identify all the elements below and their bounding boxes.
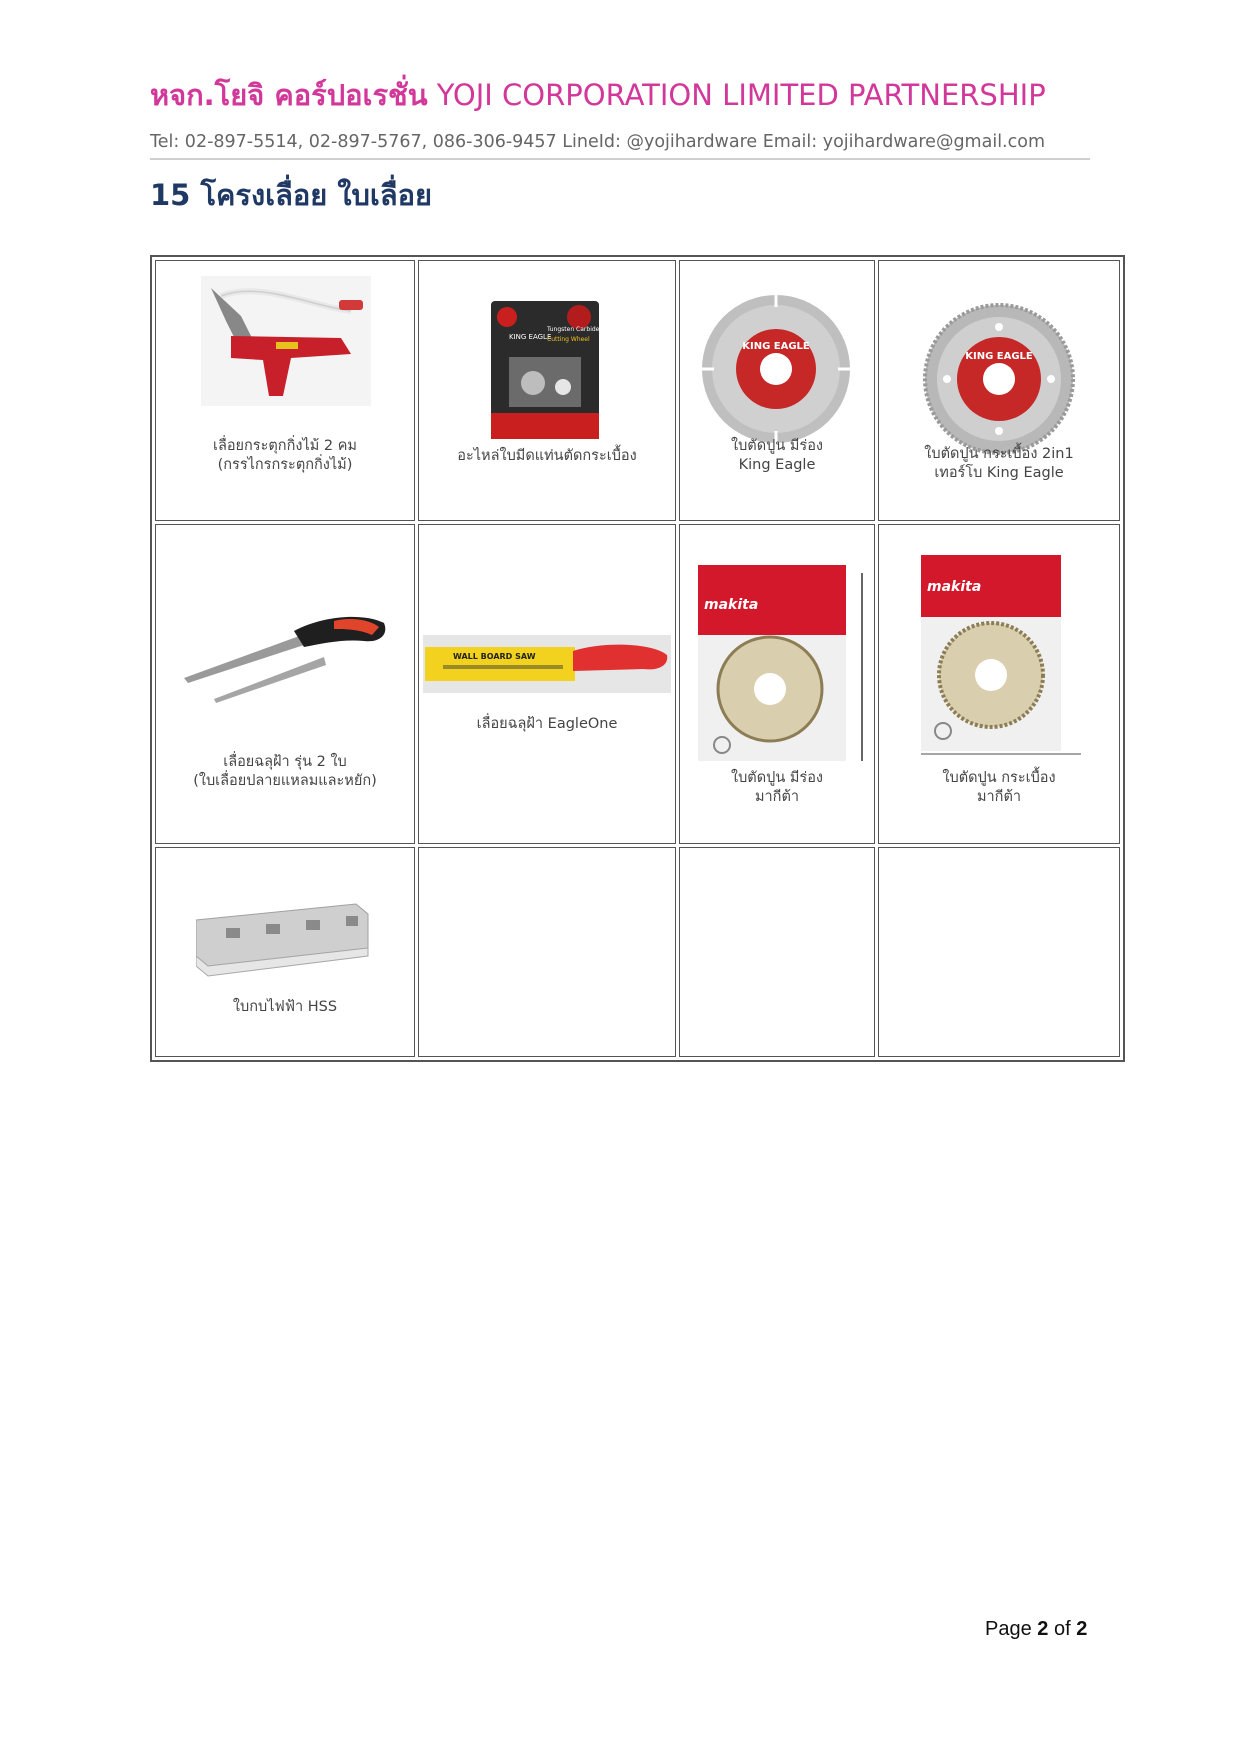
product-name: ใบกบไฟฟ้า HSS [232, 999, 338, 1015]
product-cell [679, 260, 875, 521]
package-label-brand: makita [704, 597, 759, 613]
page-prefix: Page [985, 1618, 1038, 1640]
package-label-product: WALL BOARD SAW [453, 652, 536, 661]
product-cell [155, 260, 415, 521]
product-name: อะไหล่ใบมีดแท่นตัดกระเบื้อง [457, 448, 637, 464]
blade-brand-label: KING EAGLE [742, 341, 810, 352]
product-cell [418, 260, 676, 521]
grid-row [155, 260, 1120, 521]
product-note: (กรรไกรกระตุกกิ่งไม้) [217, 457, 353, 473]
empty-cell [418, 847, 676, 1057]
company-name-english: YOJI CORPORATION LIMITED PARTNERSHIP [436, 78, 1046, 112]
king-eagle-segmented-blade-image [700, 293, 852, 445]
product-note: เทอร์โบ King Eagle [934, 465, 1064, 481]
tile-cutter-wheel-image [491, 301, 599, 439]
blade-brand-label: KING EAGLE [965, 351, 1033, 362]
product-name: ใบตัดปูน กระเบื้อง 2in1 [924, 446, 1074, 462]
product-note: มากีต้า [754, 789, 800, 805]
product-note: King Eagle [738, 457, 816, 473]
product-note: มากีต้า [976, 789, 1022, 805]
package-label-brand: makita [927, 579, 982, 595]
planer-blade-image [196, 890, 376, 980]
product-name: ใบตัดปูน มีร่อง [731, 438, 823, 454]
product-grid [150, 255, 1125, 1062]
makita-turbo-blade-image [921, 555, 1081, 755]
grid-row [155, 524, 1120, 844]
empty-cell [679, 847, 875, 1057]
product-cell [878, 524, 1120, 844]
product-name: เลื่อยฉลุฝ้า รุ่น 2 ใบ [223, 754, 347, 770]
product-name: เลื่อยกระตุกกิ่งไม้ 2 คม [212, 438, 357, 454]
wall-board-saw-image [423, 635, 671, 693]
product-cell [679, 524, 875, 844]
company-name [150, 72, 1100, 118]
pruning-saw-image [201, 276, 371, 406]
page-of: of [1048, 1618, 1077, 1640]
product-cell [878, 260, 1120, 521]
product-cell [155, 524, 415, 844]
product-name: ใบตัดปูน กระเบื้อง [942, 770, 1056, 786]
product-cell [418, 524, 676, 844]
product-name: เลื่อยฉลุฝ้า EagleOne [476, 716, 618, 732]
letterhead [150, 72, 1100, 160]
page-current: 2 [1037, 1618, 1049, 1640]
product-note: (ใบเลื่อยปลายแหลมและหยัก) [193, 773, 377, 789]
empty-cell [878, 847, 1120, 1057]
page-total: 2 [1076, 1618, 1088, 1640]
package-label-product: Cutting Wheel [547, 336, 590, 343]
page-number [985, 1618, 1087, 1641]
package-label-type: Tungsten Carbide [547, 326, 599, 333]
contact-line: Tel: 02-897-5514, 02-897-5767, 086-306-9457 LineId: @yojihardware Email: yojihardware@gmail.com [150, 132, 1090, 160]
section-title: 15 โครงเลื่อย ใบเลื่อย [150, 178, 433, 212]
package-label-brand: KING EAGLE [509, 333, 552, 341]
product-cell [155, 847, 415, 1057]
drywall-saw-image [184, 613, 388, 703]
makita-segmented-blade-image [698, 565, 864, 761]
grid-row [155, 847, 1120, 1057]
product-name: ใบตัดปูน มีร่อง [731, 770, 823, 786]
king-eagle-turbo-blade-image [923, 303, 1075, 455]
company-name-thai: หจก.โยจิ คอร์ปอเรชั่น [150, 78, 428, 112]
